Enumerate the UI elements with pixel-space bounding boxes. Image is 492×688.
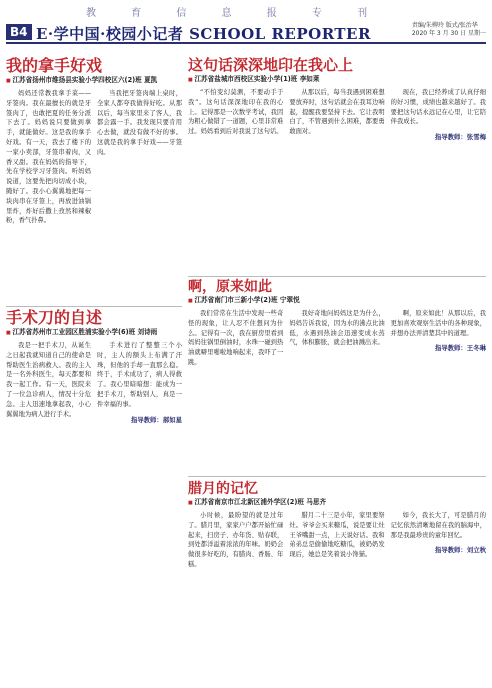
article-body [188, 511, 486, 681]
teacher-signature: 指导教师：张雪梅 [434, 133, 486, 142]
teacher-signature: 指导教师：刘立秋 [434, 546, 486, 555]
article-body [6, 341, 182, 641]
editor-names: 责编/朱柳玲 版式/张治华 [411, 22, 478, 29]
paragraph: 我们常常在生活中发现一些奇怪的现象，让人忍不住想问为什么。记得有一次，我在厨房里看到妈妈往锅里倒油时，水珠一碰到热油就噼里啪啦地响起来，我吓了一跳。 [188, 310, 284, 366]
article-this-sentence [188, 58, 486, 288]
article-byline: ■ 江苏省盐城市西校区实验小学(1)班 李如莱 [188, 75, 486, 85]
page-title: E·学中国·校园小记者 SCHOOL REPORTER [36, 25, 371, 43]
article-body-col [6, 89, 91, 271]
article-my-specialty [6, 58, 182, 271]
paragraph: 小时候，最盼望的就是过年了。腊月里，家家户户都开始忙碌起来，扫房子、办年货、贴春联，到处都洋溢着浓浓的年味。奶奶会做很多好吃的，有腊肉、香肠、年糕。 [188, 512, 284, 568]
article-body-col [188, 511, 283, 681]
article-title: 手术刀的自述 [6, 308, 103, 327]
article-body-col [289, 511, 384, 681]
paragraph: 手术进行了整整三个小时，主人的额头上布满了汗珠，但他的手却一直那么稳。终于，手术成功了，病人得救了。我心里暗暗想：能成为一把手术刀，帮助别人，真是一件幸福的事。 [97, 342, 182, 408]
article-body-col [391, 88, 486, 288]
paragraph: 我是一把手术刀，从诞生之日起我就知道自己的使命是帮助医生治病救人。我的主人是一名外科医生，每天都要和我一起工作。有一天，医院来了一位急诊病人，情况十分危急。主人迅速地拿起我，小心翼翼地为病人进行手术。 [6, 342, 91, 418]
article-body-col [97, 341, 182, 641]
article-body-col [289, 309, 384, 479]
divider [6, 306, 182, 307]
newspaper-top-strip [6, 4, 486, 18]
article-body-col [97, 89, 182, 271]
article-body-col [6, 341, 91, 641]
article-body-col [289, 88, 384, 288]
article-body-col [188, 88, 283, 288]
article-scalpel [6, 310, 182, 641]
article-body-col [391, 511, 486, 681]
article-byline: ■ 江苏省扬州市维扬县实验小学四校区六(2)班 夏凯 [6, 76, 182, 86]
divider [188, 276, 486, 277]
page-number: B4 [6, 24, 32, 40]
article-so-that-is-it [188, 280, 486, 479]
article-byline: ■ 江苏省南门市三新小学(2)班 宁翠悦 [188, 296, 486, 306]
left-column [6, 58, 182, 271]
paragraph: 如今，我长大了，可是腊月的记忆依然清晰地留在我的脑海中，那是我最珍贵的童年回忆。 [390, 512, 486, 539]
editor-info [412, 22, 486, 38]
article-body [188, 309, 486, 479]
right-column [188, 58, 486, 288]
top-letters: 教 育 信 息 报 专 刊 [86, 8, 384, 19]
right-column-lower [188, 482, 486, 681]
paragraph: 腊月二十三是小年，家里要祭灶。爷爷会买来糖瓜，说是要让灶王爷嘴甜一点，上天说好话。我和弟弟总是偷偷地吃糖瓜，被奶奶发现后，她总是笑着说小馋猫。 [289, 512, 385, 559]
paragraph: 妈妈还常教我拿手菜——牙签肉。我在最擅长的就是牙签肉了，也敢把夏的任务分派下去了。妈妈说只要做到拿手，就能做好。这是我的拿手好戏。有一天，我去了楼下的一家小卖部，牙签串着肉，又香又甜。我在妈妈的指导下，先在学校学习牙签肉。听妈妈说道，这要先把肉切成小块，腌好了。我小心翼翼地把每一块肉串在牙签上，再放进油锅里炸，炸好后撒上孜然和辣椒粉，香气扑鼻。 [6, 90, 91, 225]
paragraph: 当我把牙签肉端上桌时，全家人都夸我做得好吃。从那以后，每当家里来了客人，我都会露一手。我发现只要肯用心去做，就没有做不好的事。这就是我的拿手好戏——牙签肉。 [97, 90, 182, 156]
teacher-signature: 指导教师：王冬琳 [434, 344, 486, 353]
article-body-col [188, 309, 283, 479]
article-byline: ■ 江苏省苏州市工业园区胜浦实验小学(6)班 刘诗雨 [6, 328, 182, 338]
paragraph: “不怕变幻莫测，不要动手于我”。这句话深深地印在我的心上。记得那是一次数学考试，我因为粗心做错了一道题，心里非常难过。妈妈看到后对我说了这句话。 [188, 89, 284, 136]
left-column-lower [6, 310, 182, 641]
right-column-middle [188, 280, 486, 479]
article-winter-memory [188, 482, 486, 681]
article-body [6, 89, 182, 271]
paragraph: 从那以后，每当我遇到困难想要放弃时，这句话就会在我耳边响起，提醒我要坚持下去。它让我明白了，不管遇到什么困难，都要勇敢面对。 [289, 89, 385, 136]
issue-date: 2020 年 3 月 30 日 星期一 [411, 30, 486, 37]
teacher-signature: 指导教师：郝如星 [130, 415, 182, 424]
article-title: 啊，原来如此 [188, 279, 272, 295]
article-title: 这句话深深地印在我心上 [188, 56, 354, 74]
article-body [188, 88, 486, 288]
article-byline: ■ 江苏省南京市江北新区浦外学区(2)班 马思齐 [188, 498, 486, 508]
article-body-col [391, 309, 486, 479]
article-title: 腊月的记忆 [188, 481, 258, 497]
masthead [6, 22, 486, 44]
paragraph: 现在，我已经养成了认真仔细的好习惯，成绩也越来越好了。我要把这句话永远记在心里，让它陪伴我成长。 [390, 89, 486, 126]
article-title: 我的拿手好戏 [6, 56, 103, 75]
paragraph: 我好奇地问妈妈这是为什么，妈妈告诉我说，因为水的沸点比油低，水遇到热油会迅速变成水蒸气，体积膨胀，就会把油溅出来。 [289, 310, 385, 347]
divider [188, 476, 486, 477]
paragraph: 啊，原来如此！从那以后，我更加喜欢观察生活中的各种现象，并想办法弄清楚其中的道理。 [390, 310, 486, 337]
